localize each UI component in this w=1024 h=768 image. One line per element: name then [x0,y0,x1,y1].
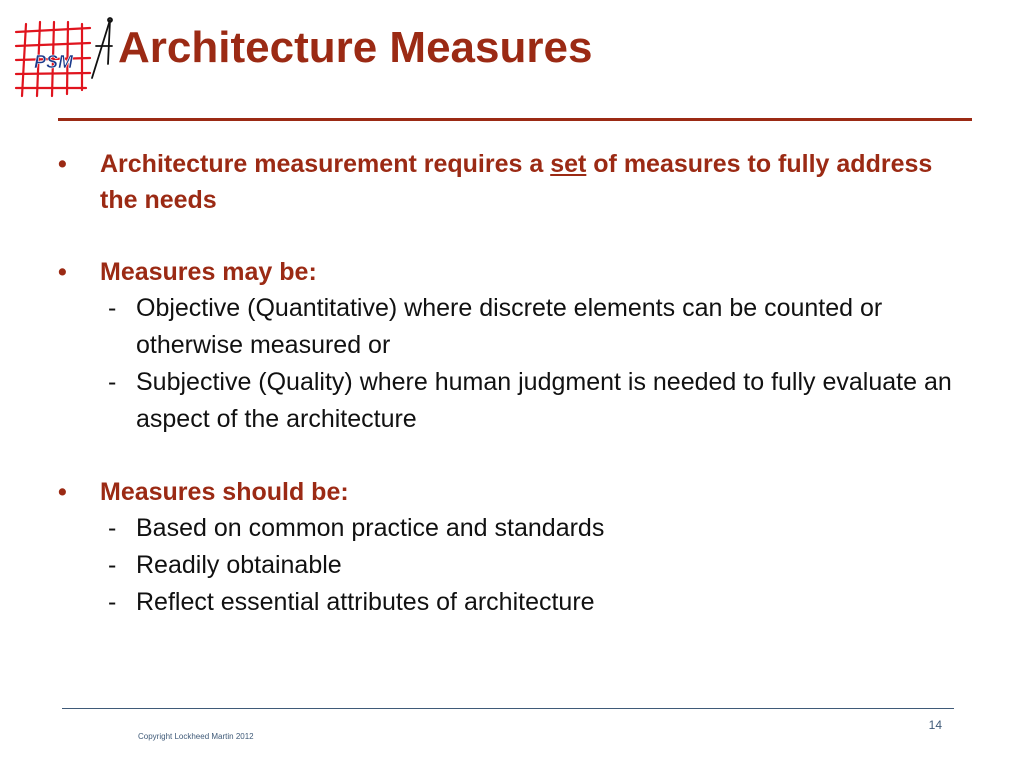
copyright-notice: Copyright Lockheed Martin 2012 [138,732,254,741]
sub-glyph: - [108,294,117,322]
sub-item-text: Subjective (Quality) where human judgment is needed to fully evaluate an aspect of the architecture [136,368,952,433]
footer-divider [62,708,954,709]
bullet-text-after: of measures to fully address the needs [100,150,933,214]
slide-content [58,146,958,621]
sub-item-text: Objective (Quantitative) where discrete elements can be counted or otherwise measured or [136,294,883,359]
bullet-glyph: • [58,258,67,286]
title-divider [58,118,972,121]
bullet-item [58,254,958,290]
sub-item [58,547,958,584]
page-number: 14 [928,718,942,732]
sub-glyph: - [108,551,117,579]
sub-item-text: Based on common practice and standards [136,514,605,542]
sub-glyph: - [108,588,117,616]
bullet-text: Measures should be: [100,478,349,506]
sub-item [58,364,958,438]
psm-logo-text: PSM [34,52,74,72]
bullet-glyph: • [58,478,67,506]
sub-glyph: - [108,514,117,542]
sub-item [58,584,958,621]
slide-title: Architecture Measures [118,23,593,72]
bullet-item [58,474,958,510]
sub-item-text: Reflect essential attributes of architecture [136,588,595,616]
bullet-emphasis: set [550,150,587,178]
bullet-item [58,146,958,218]
bullet-text-before: Architecture measurement requires a [100,150,551,178]
sub-list [58,290,958,438]
sub-item-text: Readily obtainable [136,551,342,579]
bullet-glyph: • [58,150,67,178]
sub-item [58,290,958,364]
psm-logo-icon [12,16,114,100]
sub-list [58,510,958,621]
sub-item [58,510,958,547]
sub-glyph: - [108,368,117,396]
bullet-text: Measures may be: [100,258,317,286]
